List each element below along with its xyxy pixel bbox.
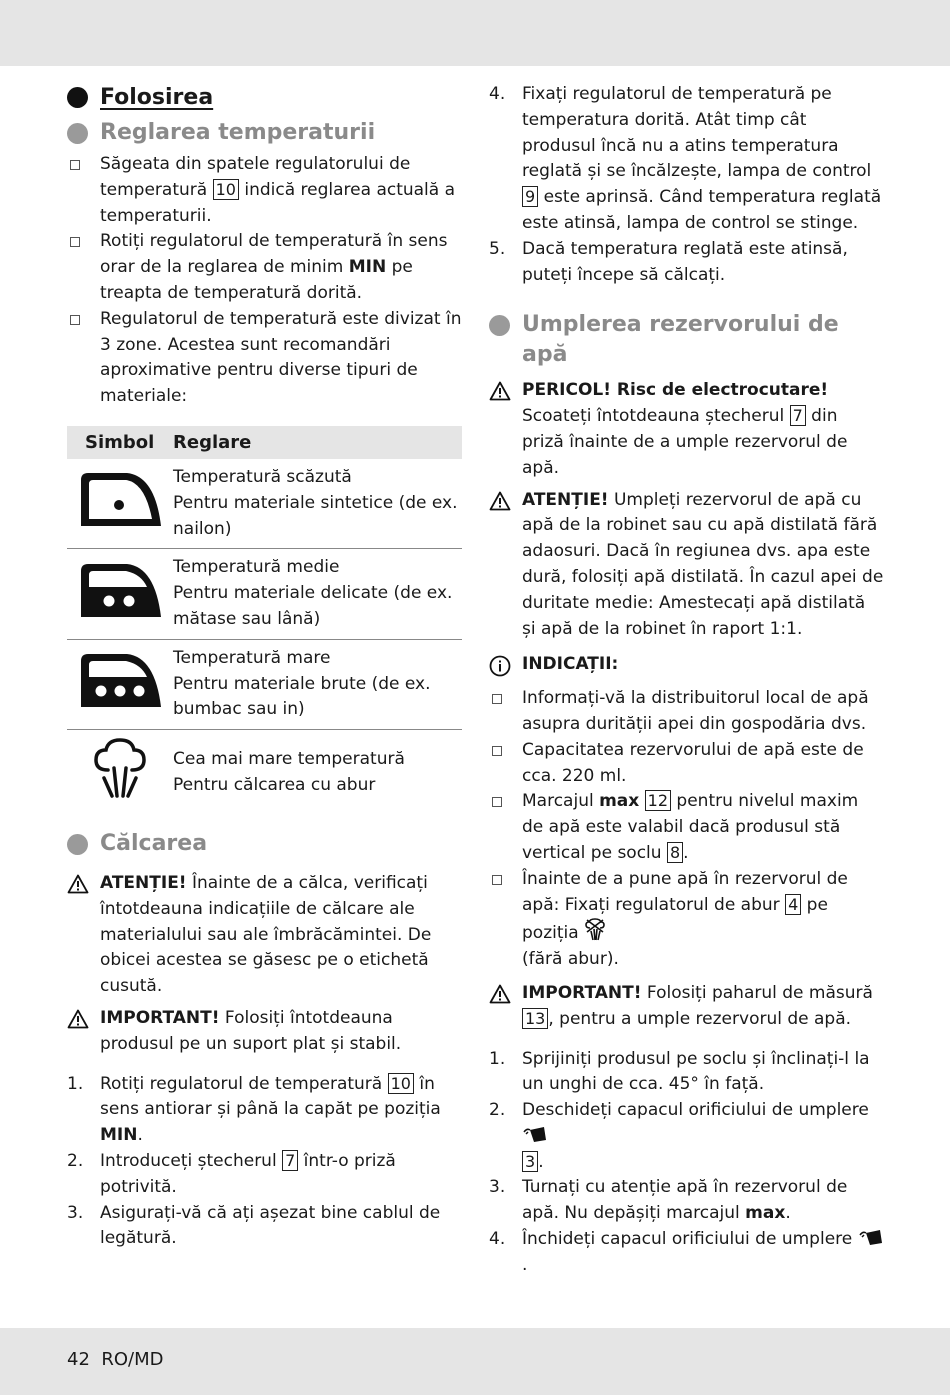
checkbox-bullet-icon [492, 694, 502, 704]
table-row: Temperatură mare Pentru materiale brute (de ex. bumbac sau in) [67, 639, 462, 729]
part-reference: 3 [522, 1151, 538, 1172]
part-reference: 4 [785, 894, 801, 915]
list-item: Marcajul max 12 pentru nivelul maxim de apă este valabil dacă produsul stă vertical pe soclu 8 . [489, 789, 884, 866]
fill-cap-icon [858, 1227, 884, 1247]
list-item: Regulatorul de temperatură este divizat în 3 zone. Acestea sunt recomandări aproximative pentru diverse tipuri de materiale: [67, 307, 462, 410]
language-code: RO/MD [101, 1349, 164, 1370]
warning-triangle-icon [489, 491, 511, 511]
checkbox-bullet-icon [70, 315, 80, 325]
info-icon [489, 655, 511, 677]
part-reference: 8 [667, 842, 683, 863]
table-header-setting: Reglare [173, 426, 462, 459]
list-item: 2. Deschideți capacul orificiului de umplere 3 . [489, 1100, 869, 1172]
warning-triangle-icon [67, 1009, 89, 1029]
checkbox-bullet-icon [492, 746, 502, 756]
warning-block: ATENȚIE! Umpleți rezervorul de apă cu apă de la robinet sau cu apă distilată fără adaosuri. Dacă în regiunea dvs. apa este dură, folosiți apă distilată. În cazul apei de duritate medie: Amestecați apă distilată și apă de la robinet în raport 1:1. [489, 488, 884, 643]
warning-triangle-icon [489, 984, 511, 1004]
list-item: Înainte de a pune apă în rezervorul de apă: Fixați regulatorul de abur 4 pe poziția (fără abur). [489, 867, 884, 973]
table-row: Temperatură scăzută Pentru materiale sintetice (de ex. nailon) [67, 459, 462, 549]
heading-calcarea: Călcarea [67, 829, 462, 859]
heading-reglarea: Reglarea temperaturii [67, 118, 462, 148]
part-reference: 7 [282, 1150, 298, 1171]
part-reference: 9 [522, 186, 538, 207]
danger-block: PERICOL! Risc de electrocutare! Scoateți întotdeauna ștecherul 7 din priză înainte de a umple rezervorul de apă. [489, 378, 884, 481]
list-item: 1. Sprijiniți produsul pe soclu și înclinați-l la un unghi de cca. 45° în față. [489, 1048, 870, 1095]
heading-bullet-icon [67, 123, 88, 144]
heading-bullet-icon [67, 834, 88, 855]
warning-triangle-icon [489, 381, 511, 401]
list-item: 2. Introduceți ștecherul 7 într-o priză potrivită. [67, 1150, 396, 1197]
list-item: 5. Dacă temperatura reglată este atinsă, puteți începe să călcați. [489, 238, 848, 285]
temperature-table [67, 426, 462, 815]
warning-triangle-icon [67, 874, 89, 894]
checkbox-bullet-icon [492, 875, 502, 885]
part-reference: 13 [522, 1008, 548, 1029]
iron-three-dots-icon [75, 649, 165, 711]
left-column [67, 82, 462, 1252]
page-footer [67, 1349, 164, 1370]
checkbox-bullet-icon [492, 797, 502, 807]
steam-icon [90, 736, 150, 800]
checkbox-bullet-icon [70, 160, 80, 170]
important-block: IMPORTANT! Folosiți întotdeauna produsul pe un suport plat și stabil. [67, 1006, 462, 1058]
heading-bullet-icon [489, 315, 510, 336]
warning-block: ATENȚIE! Înainte de a călca, verificați întotdeauna indicațiile de călcare ale materialului sau ale îmbrăcămintei. De obicei acestea se găsesc pe o etichetă cusută. [67, 871, 462, 1000]
list-item: 4. Fixați regulatorul de temperatură pe temperatura dorită. Atât timp cât produsul încă nu a atins temperatura reglată și se încălzește, lampa de control 9 este aprinsă. Când temperatura reglată este atinsă, lampa de control se stinge. [489, 84, 882, 233]
heading-umplerea: Umplerea rezervorului de apă [489, 310, 884, 370]
top-bar [0, 0, 950, 66]
list-item: 3. Turnați cu atenție apă în rezervorul de apă. Nu depășiți marcajul max. [489, 1177, 848, 1224]
right-column [489, 82, 884, 1279]
list-item: 1. Rotiți regulatorul de temperatură 10 în sens antiorar și până la capăt pe poziția MIN. [67, 1073, 441, 1146]
part-reference: 12 [645, 790, 671, 811]
list-item: Rotiți regulatorul de temperatură în sens orar de la reglarea de minim MIN pe treapta de temperatură dorită. [67, 229, 462, 306]
list-item: Informați-vă la distribuitorul local de apă asupra durității apei din gospodăria dvs. [489, 686, 884, 738]
important-block: IMPORTANT! Folosiți paharul de măsură 13 , pentru a umple rezervorul de apă. [489, 981, 884, 1033]
heading-folosirea: Folosirea [67, 82, 462, 112]
no-steam-icon [584, 918, 606, 942]
list-item: 4. Închideți capacul orificiului de umplere . [489, 1227, 884, 1279]
heading-bullet-icon [67, 87, 88, 108]
page-number: 42 [67, 1349, 90, 1370]
table-row: Temperatură medie Pentru materiale delicate (de ex. mătase sau lână) [67, 549, 462, 639]
table-row: Cea mai mare temperatură Pentru călcarea cu abur [67, 730, 462, 815]
iron-two-dots-icon [75, 559, 165, 621]
table-header-symbol: Simbol [67, 426, 173, 459]
list-item: Capacitatea rezervorului de apă este de cca. 220 ml. [489, 738, 884, 790]
part-reference: 7 [790, 405, 806, 426]
part-reference: 10 [213, 179, 239, 200]
info-block: INDICAȚII: [489, 652, 884, 686]
fill-cap-icon [522, 1124, 548, 1144]
part-reference: 10 [388, 1073, 414, 1094]
list-item: Săgeata din spatele regulatorului de temperatură 10 indică reglarea actuală a temperaturii. [67, 152, 462, 229]
checkbox-bullet-icon [70, 237, 80, 247]
iron-one-dot-icon [75, 468, 165, 530]
list-item: 3. Asigurați-vă că ați așezat bine cablul de legătură. [67, 1202, 441, 1249]
